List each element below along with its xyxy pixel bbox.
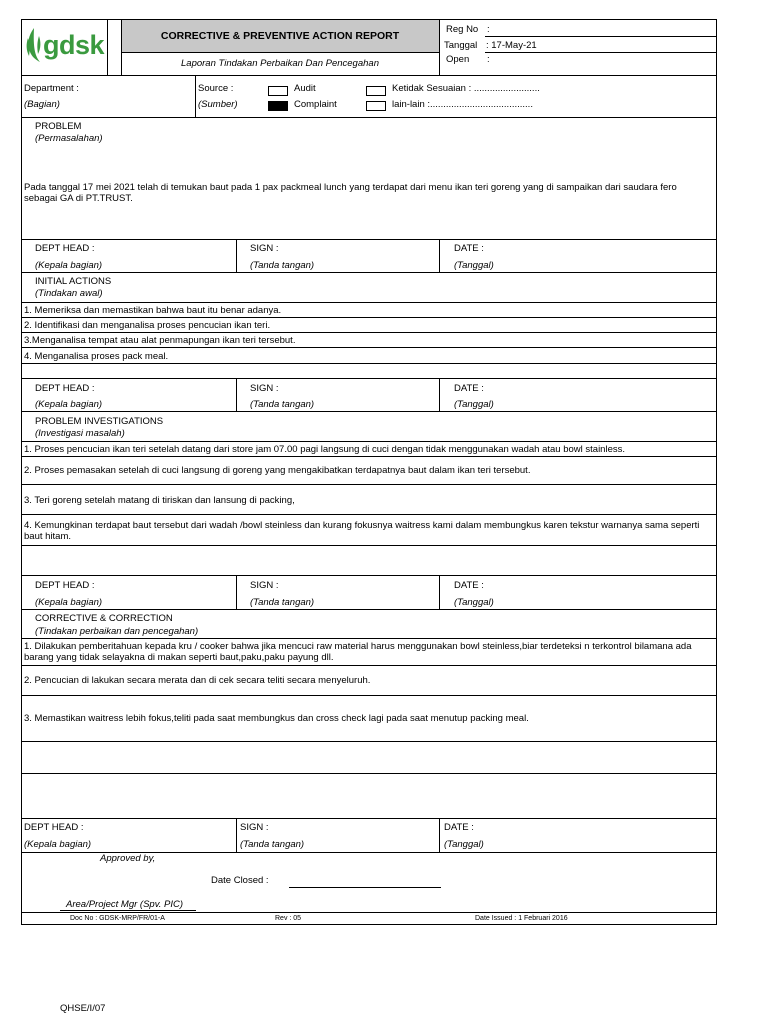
reg-no-value: : (487, 24, 490, 35)
source-label: Source : (198, 83, 234, 94)
initial-action-item: 2. Identifikasi dan menganalisa proses pencucian ikan teri. (24, 320, 271, 331)
dept-head-label-2: DEPT HEAD : (35, 383, 95, 394)
ketidak-checkbox[interactable] (366, 86, 386, 96)
corrective-item: 1. Dilakukan pemberitahuan kepada kru / cooker bahwa jika mencuci raw material harus menggunakan bowl steinless,biar terdeteksi n terkontrol bilamana ada barang yang tidak selayakna di makan seperti baut,paku,paku payung dll. (24, 641, 692, 663)
initial-action-item: 1. Memeriksa dan memastikan bahwa baut itu benar adanya. (24, 305, 282, 316)
date-closed-line (289, 887, 441, 888)
sign-label-1: SIGN : (250, 243, 279, 254)
reg-no-label: Reg No (446, 24, 479, 35)
sign-label-3: SIGN : (250, 580, 279, 591)
corrective-heading: CORRECTIVE & CORRECTION (35, 613, 173, 624)
date-label-4: DATE : (444, 822, 474, 833)
date-label-2: DATE : (454, 383, 484, 394)
open-label: Open (446, 54, 470, 65)
doc-no: Doc No : GDSK-MRP/FR/01-A (70, 915, 165, 922)
date-label-1: DATE : (454, 243, 484, 254)
lainlain-label: lain-lain :....................................... (392, 99, 533, 110)
date-sub-4: (Tanggal) (444, 839, 484, 850)
problem-text: Pada tanggal 17 mei 2021 telah di temukan baut pada 1 pax packmeal lunch yang terdapat dari menu ikan teri goreng yang di sampaikan dari saudara fero sebagai GA di PT.TRUST. (24, 182, 677, 204)
initial-action-item: 3.Menganalisa tempat atau alat penmapungan ikan teri tersebut. (24, 335, 296, 346)
complaint-label: Complaint (294, 99, 337, 110)
lainlain-checkbox[interactable] (366, 101, 386, 111)
investigation-item: 1. Proses pencucian ikan teri setelah datang dari store jam 07.00 pagi langsung di cuci dengan tidak menggunakan wadah atau bowl stainless. (24, 444, 626, 455)
tanggal-label: Tanggal (444, 40, 478, 51)
approved-by-label: Approved by, (100, 853, 156, 864)
form-code: QHSE/I/07 (60, 1003, 106, 1014)
dept-head-sub-4: (Kepala bagian) (24, 839, 92, 850)
dept-head-label-1: DEPT HEAD : (35, 243, 95, 254)
logo-text: gdsk (43, 30, 105, 60)
date-sub-3: (Tanggal) (454, 597, 494, 608)
dept-head-sub-1: (Kepala bagian) (35, 260, 103, 271)
sign-sub-4: (Tanda tangan) (240, 839, 305, 850)
audit-label: Audit (294, 83, 316, 94)
ketidak-label: Ketidak Sesuaian : ......................... (392, 83, 540, 94)
date-issued: Date Issued : 1 Februari 2016 (475, 915, 568, 922)
area-mgr-label: Area/Project Mgr (Spv. PIC) (66, 899, 184, 910)
sign-label-4: SIGN : (240, 822, 269, 833)
corrective-item: 2. Pencucian di lakukan secara merata dan di cek secara teliti secara menyeluruh. (24, 675, 371, 686)
sign-sub-1: (Tanda tangan) (250, 260, 315, 271)
dept-head-sub-3: (Kepala bagian) (35, 597, 103, 608)
audit-checkbox[interactable] (268, 86, 288, 96)
investigation-item: 4. Kemungkinan terdapat baut tersebut dari wadah /bowl steinless dan kurang fokusnya waitress kami dalam membungkus karen tekstur warnanya sama seperti baut hitam. (24, 520, 700, 542)
corrective-item: 3. Memastikan waitress lebih fokus,teliti pada saat membungkus dan cross check lagi pada saat menutup packing meal. (24, 713, 529, 724)
department-sub: (Bagian) (24, 99, 60, 110)
corrective-sub: (Tindakan perbaikan dan pencegahan) (35, 626, 199, 637)
company-logo (24, 24, 108, 68)
date-closed-label: Date Closed : (211, 875, 269, 886)
problem-heading: PROBLEM (35, 121, 82, 132)
date-sub-2: (Tanggal) (454, 399, 494, 410)
report-subtitle: Laporan Tindakan Perbaikan Dan Pencegahan (181, 58, 379, 69)
sign-sub-2: (Tanda tangan) (250, 399, 315, 410)
initial-action-item: 4. Menganalisa proses pack meal. (24, 351, 169, 362)
investigations-heading: PROBLEM INVESTIGATIONS (35, 416, 164, 427)
source-sub: (Sumber) (198, 99, 238, 110)
open-value: : (487, 54, 490, 65)
area-mgr-line (60, 910, 196, 911)
initial-actions-sub: (Tindakan awal) (35, 288, 103, 299)
rev-number: Rev : 05 (275, 915, 302, 922)
investigation-item: 3. Teri goreng setelah matang di tiriskan dan lansung di packing, (24, 495, 295, 506)
sign-sub-3: (Tanda tangan) (250, 597, 315, 608)
tanggal-value: : 17-May-21 (486, 40, 537, 51)
problem-heading-sub: (Permasalahan) (35, 133, 103, 144)
date-label-3: DATE : (454, 580, 484, 591)
logo-leaf-icon (24, 26, 44, 64)
investigation-item: 2. Proses pemasakan setelah di cuci langsung di goreng yang mengakibatkan terdapatnya baut dalam ikan teri tersebut. (24, 465, 531, 476)
sign-label-2: SIGN : (250, 383, 279, 394)
investigations-sub: (Investigasi masalah) (35, 428, 125, 439)
department-label: Department : (24, 83, 79, 94)
dept-head-sub-2: (Kepala bagian) (35, 399, 103, 410)
dept-head-label-3: DEPT HEAD : (35, 580, 95, 591)
initial-actions-heading: INITIAL ACTIONS (35, 276, 112, 287)
dept-head-label-4: DEPT HEAD : (24, 822, 84, 833)
report-title: CORRECTIVE & PREVENTIVE ACTION REPORT (160, 30, 400, 42)
complaint-checkbox[interactable] (268, 101, 288, 111)
date-sub-1: (Tanggal) (454, 260, 494, 271)
